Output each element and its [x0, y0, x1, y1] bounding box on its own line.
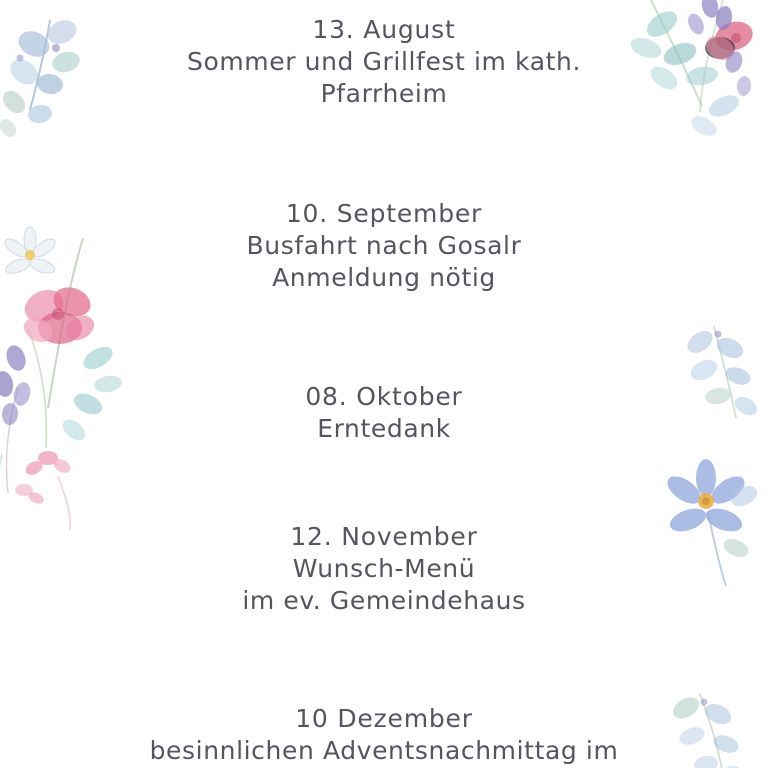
- event-description-line: Busfahrt nach Gosalr: [246, 231, 522, 260]
- event-description-line: Sommer und Grillfest im kath.: [186, 47, 582, 76]
- event-description-line: im ev. Gemeindehaus: [242, 586, 526, 615]
- event-description-line: Anmeldung nötig: [272, 263, 496, 292]
- event-item: [0, 703, 768, 767]
- event-item: [0, 381, 768, 445]
- event-description-line: Wunsch-Menü: [292, 554, 476, 583]
- event-date: 13. August: [312, 15, 456, 44]
- event-description-line: Erntedank: [317, 414, 451, 443]
- event-item: [0, 198, 768, 294]
- event-date: 10. September: [285, 199, 483, 228]
- event-date: 08. Oktober: [305, 382, 463, 411]
- event-description-line: besinnlichen Adventsnachmittag im: [149, 736, 619, 765]
- event-description-line: Pfarrheim: [320, 79, 448, 108]
- event-date: 10 Dezember: [295, 704, 473, 733]
- event-item: [0, 521, 768, 617]
- event-item: [0, 14, 768, 110]
- event-date: 12. November: [290, 522, 478, 551]
